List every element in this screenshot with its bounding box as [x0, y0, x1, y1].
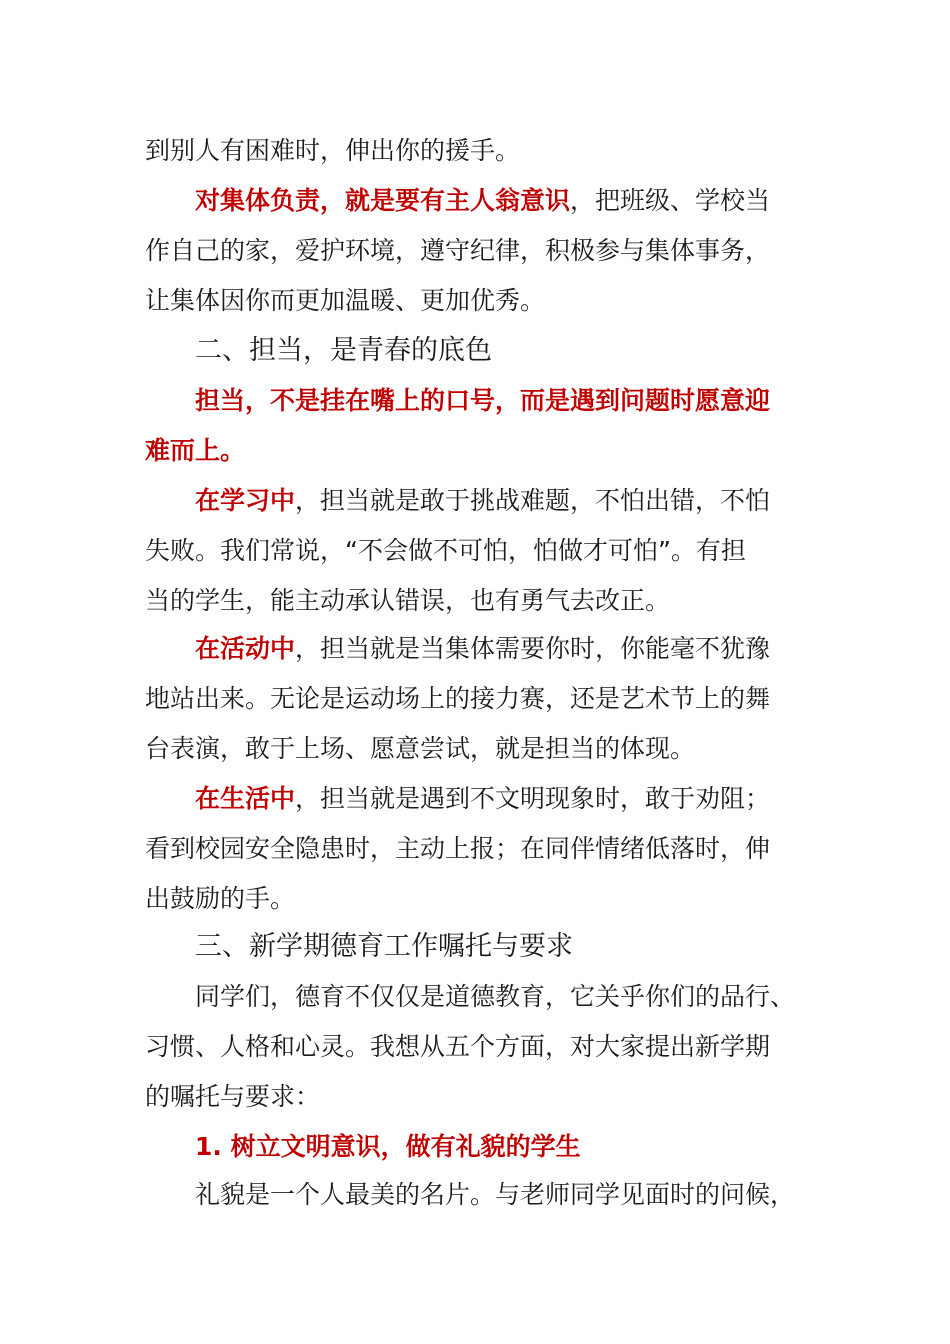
emphasis-text: 担当，不是挂在嘴上的口号，而是遇到问题时愿意迎 [195, 386, 771, 415]
paragraph-collective-responsibility [145, 176, 815, 226]
paragraph-line [145, 674, 815, 724]
section-heading-3 [145, 922, 815, 972]
section-heading-2 [145, 326, 815, 376]
text-run: 地站出来。无论是运动场上的接力赛，还是艺术节上的舞 [145, 684, 771, 713]
paragraph-line [145, 426, 815, 476]
paragraph-in-study [145, 476, 815, 526]
paragraph-line [145, 276, 815, 326]
text-run: 让集体因你而更加温暖、更加优秀。 [145, 286, 546, 315]
text-run: ，担当就是敢于挑战难题，不怕出错，不怕 [295, 486, 771, 515]
paragraph-in-activities [145, 624, 815, 674]
paragraph-line [145, 126, 815, 176]
emphasis-text: 难而上。 [145, 436, 246, 465]
paragraph-line [145, 874, 815, 924]
text-run: 习惯、人格和心灵。我想从五个方面，对大家提出新学期 [145, 1032, 771, 1061]
text-run: ，把班级、学校当 [570, 186, 771, 215]
text-run: 到别人有困难时，伸出你的援手。 [145, 136, 521, 165]
paragraph-line [145, 724, 815, 774]
paragraph-moral-education [145, 972, 815, 1022]
text-run: 同学们，德育不仅仅是道德教育，它关乎你们的品行、 [195, 982, 796, 1011]
text-run: ，担当就是当集体需要你时，你能毫不犹豫 [295, 634, 771, 663]
text-run: 的嘱托与要求： [145, 1082, 321, 1111]
text-run: 台表演，敢于上场、愿意尝试，就是担当的体现。 [145, 734, 696, 763]
text-run: 失败。我们常说，“不会做不可怕，怕做才可怕”。有担 [145, 536, 746, 565]
text-run: 当的学生，能主动承认错误，也有勇气去改正。 [145, 586, 671, 615]
paragraph-line [145, 526, 815, 576]
paragraph-line [145, 824, 815, 874]
paragraph-line [145, 576, 815, 626]
text-run: ，担当就是遇到不文明现象时，敢于劝阻； [295, 784, 771, 813]
heading-text: 三、新学期德育工作嘱托与要求 [195, 931, 573, 962]
paragraph-courtesy [145, 1170, 815, 1220]
emphasis-text: 在学习中 [195, 486, 296, 515]
heading-text: 二、担当，是青春的底色 [195, 335, 492, 366]
emphasis-text: 对集体负责，就是要有主人翁意识 [195, 186, 571, 215]
emphasis-text: 1. 树立文明意识，做有礼貌的学生 [195, 1132, 581, 1161]
emphasis-text: 在生活中 [195, 784, 296, 813]
paragraph-in-life [145, 774, 815, 824]
paragraph-responsibility-intro [145, 376, 815, 426]
text-run: 礼貌是一个人最美的名片。与老师同学见面时的问候， [195, 1180, 796, 1209]
emphasis-text: 在活动中 [195, 634, 296, 663]
subheading-civility [145, 1122, 815, 1172]
text-run: 作自己的家，爱护环境，遵守纪律，积极参与集体事务， [145, 236, 771, 265]
paragraph-line [145, 1072, 815, 1122]
text-run: 看到校园安全隐患时，主动上报；在同伴情绪低落时，伸 [145, 834, 771, 863]
paragraph-line [145, 1022, 815, 1072]
text-run: 出鼓励的手。 [145, 884, 296, 913]
paragraph-line [145, 226, 815, 276]
